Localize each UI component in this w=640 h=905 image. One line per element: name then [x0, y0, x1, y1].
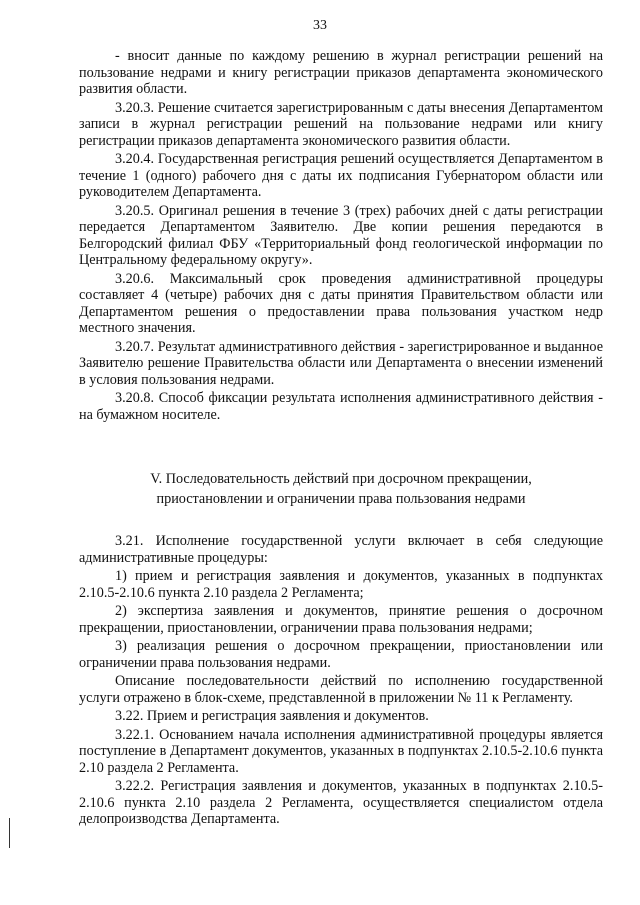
page-number: 33: [313, 18, 327, 33]
scan-edge-mark: [9, 818, 10, 848]
paragraph-block-scheme: Описание последовательности действий по исполнению государственной услуги отражено в блок-схеме, представленной в приложении № 11 к Регламенту.: [79, 673, 603, 706]
paragraph-3-20-8: 3.20.8. Способ фиксации результата исполнения административного действия - на бумажном носителе.: [79, 390, 603, 423]
section-heading-line-1: V. Последовательность действий при досрочном прекращении,: [150, 471, 532, 487]
section-heading: [79, 469, 603, 509]
paragraph-3-21: 3.21. Исполнение государственной услуги включает в себя следующие административные процедуры:: [79, 533, 603, 566]
paragraph: - вносит данные по каждому решению в журнал регистрации решений на пользование недрами и книгу регистрации приказов департамента экономического развития области.: [79, 48, 603, 97]
paragraph-3-20-4: 3.20.4. Государственная регистрация решений осуществляется Департаментом в течение 1 (одного) рабочего дня с даты их подписания Губернатором области или руководителем Департамента.: [79, 151, 603, 200]
section-heading-line-2: приостановлении и ограничении права пользования недрами: [156, 491, 526, 507]
paragraph-3-20-7: 3.20.7. Результат административного действия - зарегистрированное и выданное Заявителю решение Правительства области или Департамента о внесении изменений в условия пользования недрами.: [79, 338, 603, 388]
paragraph-3-22-1: 3.22.1. Основанием начала исполнения административной процедуры является поступление в Департамент документов, указанных в подпунктах 2.10.5-2.10.6 пункта 2.10 раздела 2 Регламента.: [79, 726, 603, 776]
list-item-2: 2) экспертиза заявления и документов, принятие решения о досрочном прекращении, приостановлении, ограничении права пользования недрами;: [79, 603, 603, 636]
paragraph-3-22-2: 3.22.2. Регистрация заявления и документов, указанных в подпунктах 2.10.5-2.10.6 пункта 2.10 раздела 2 Регламента, осуществляется специалистом отдела делопроизводства Департамента.: [79, 778, 603, 827]
paragraph-3-20-6: 3.20.6. Максимальный срок проведения административной процедуры составляет 4 (четыре) рабочих дня с даты принятия Правительством области или Департаментом решения о предоставлении права пользования участком недр местного значения.: [79, 270, 603, 336]
list-item-1: 1) прием и регистрация заявления и документов, указанных в подпунктах 2.10.5-2.10.6 пункта 2.10 раздела 2 Регламента;: [79, 568, 603, 601]
document-body: [79, 48, 603, 828]
paragraph-3-22: 3.22. Прием и регистрация заявления и документов.: [115, 708, 429, 724]
paragraph-3-20-3: 3.20.3. Решение считается зарегистрированным с даты внесения Департаментом записи в журнал регистрации решений на пользование недрами или книгу регистрации приказов департамента экономического развития области.: [79, 99, 603, 149]
paragraph-3-20-5: 3.20.5. Оригинал решения в течение 3 (трех) рабочих дней с даты регистрации передается Департаментом Заявителю. Две копии решения передаются в Белгородский филиал ФБУ «Территориальный фонд геологической информации по Центральному федеральному округу».: [79, 202, 603, 268]
list-item-3: 3) реализация решения о досрочном прекращении, приостановлении или ограничении права пользования недрами.: [79, 638, 603, 671]
